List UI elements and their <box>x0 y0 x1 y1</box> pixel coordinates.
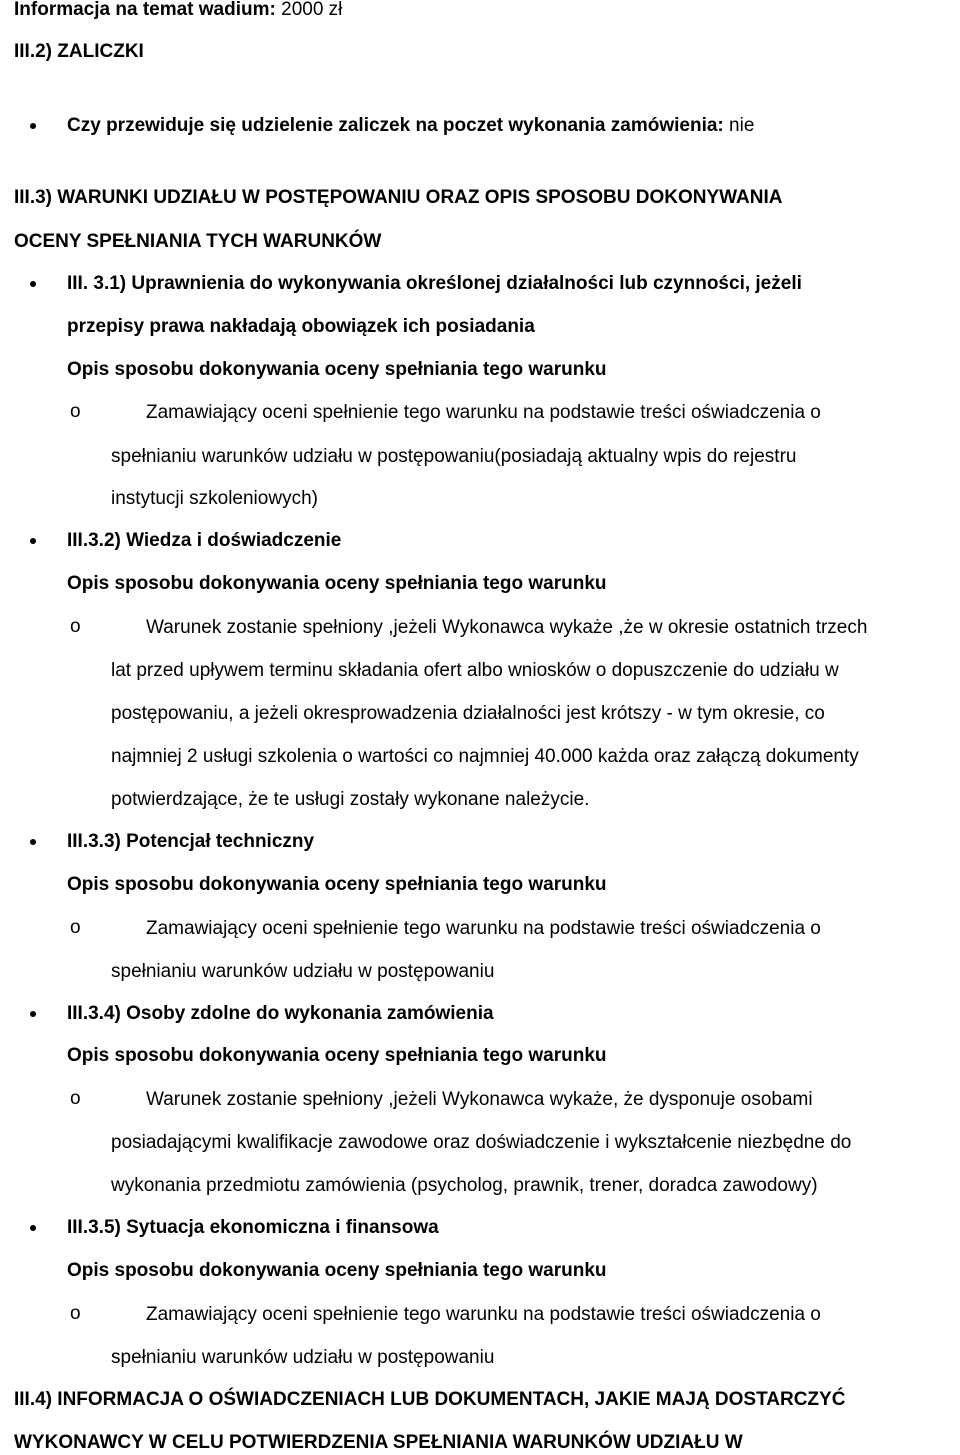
condition-3-5-text-2: spełnianiu warunków udziału w postępowaniu <box>111 1347 495 1368</box>
condition-3-2-text-3: postępowaniu, a jeżeli okresprowadzenia działalności jest krótszy - w tym okresie, co <box>111 703 825 724</box>
circle-bullet: o <box>70 1088 81 1109</box>
wadium-label: Informacja na temat wadium: <box>14 0 276 20</box>
condition-3-1-text-1: Zamawiający oceni spełnienie tego warunku na podstawie treści oświadczenia o <box>146 402 821 423</box>
condition-3-2-text-4: najmniej 2 usługi szkolenia o wartości co najmniej 40.000 każda oraz załączą dokumenty <box>111 746 859 767</box>
condition-3-1-title-1: III. 3.1) Uprawnienia do wykonywania określonej działalności lub czynności, jeżeli <box>67 273 802 294</box>
circle-bullet: o <box>70 616 81 637</box>
condition-3-2-text-2: lat przed upływem terminu składania ofert albo wniosków o dopuszczenie do udziału w <box>111 660 839 681</box>
bullet-dot <box>30 538 36 544</box>
condition-3-4-text-2: posiadającymi kwalifikacje zawodowe oraz doświadczenie i wykształcenie niezbędne do <box>111 1132 852 1153</box>
condition-3-2-text-1: Warunek zostanie spełniony ,jeżeli Wykonawca wykaże ,że w okresie ostatnich trzech <box>146 617 868 638</box>
condition-3-4-text-1: Warunek zostanie spełniony ,jeżeli Wykonawca wykaże, że dysponuje osobami <box>146 1089 813 1110</box>
section-heading-oswiadczenia-1: III.4) INFORMACJA O OŚWIADCZENIACH LUB DOKUMENTACH, JAKIE MAJĄ DOSTARCZYĆ <box>14 1389 846 1410</box>
circle-bullet: o <box>70 917 81 938</box>
condition-3-2-text-5: potwierdzające, że te usługi zostały wykonane należycie. <box>111 789 590 810</box>
wadium-line <box>14 0 342 22</box>
zaliczki-question-line <box>67 114 754 138</box>
opis-label: Opis sposobu dokonywania oceny spełniania tego warunku <box>67 1260 607 1281</box>
condition-3-4-title: III.3.4) Osoby zdolne do wykonania zamówienia <box>67 1003 494 1024</box>
bullet-dot <box>30 839 36 845</box>
opis-label: Opis sposobu dokonywania oceny spełniania tego warunku <box>67 573 607 594</box>
zaliczki-answer: nie <box>723 115 755 136</box>
condition-3-3-text-2: spełnianiu warunków udziału w postępowaniu <box>111 961 495 982</box>
bullet-dot <box>30 1225 36 1231</box>
bullet-dot <box>30 1011 36 1017</box>
condition-3-4-text-3: wykonania przedmiotu zamówienia (psycholog, prawnik, trener, doradca zawodowy) <box>111 1175 818 1196</box>
section-heading-zaliczki: III.2) ZALICZKI <box>14 41 144 62</box>
section-heading-oswiadczenia-2: WYKONAWCY W CELU POTWIERDZENIA SPEŁNIANIA WARUNKÓW UDZIAŁU W <box>14 1432 743 1453</box>
condition-3-1-title-2: przepisy prawa nakładają obowiązek ich posiadania <box>67 316 535 337</box>
bullet-dot <box>30 123 36 129</box>
section-heading-warunki-2: OCENY SPEŁNIANIA TYCH WARUNKÓW <box>14 231 382 252</box>
condition-3-3-title: III.3.3) Potencjał techniczny <box>67 831 315 852</box>
circle-bullet: o <box>70 1303 81 1324</box>
condition-3-5-text-1: Zamawiający oceni spełnienie tego warunku na podstawie treści oświadczenia o <box>146 1304 821 1325</box>
zaliczki-question: Czy przewiduje się udzielenie zaliczek na poczet wykonania zamówienia: <box>67 115 724 136</box>
opis-label: Opis sposobu dokonywania oceny spełniania tego warunku <box>67 1045 607 1066</box>
condition-3-5-title: III.3.5) Sytuacja ekonomiczna i finansowa <box>67 1217 439 1238</box>
bullet-dot <box>30 281 36 287</box>
condition-3-1-text-2: spełnianiu warunków udziału w postępowaniu(posiadają aktualny wpis do rejestru <box>111 446 797 467</box>
condition-3-2-title: III.3.2) Wiedza i doświadczenie <box>67 530 342 551</box>
wadium-value: 2000 zł <box>275 0 343 20</box>
circle-bullet: o <box>70 401 81 422</box>
opis-label: Opis sposobu dokonywania oceny spełniania tego warunku <box>67 359 607 380</box>
condition-3-3-text-1: Zamawiający oceni spełnienie tego warunku na podstawie treści oświadczenia o <box>146 918 821 939</box>
opis-label: Opis sposobu dokonywania oceny spełniania tego warunku <box>67 874 607 895</box>
section-heading-warunki-1: III.3) WARUNKI UDZIAŁU W POSTĘPOWANIU ORAZ OPIS SPOSOBU DOKONYWANIA <box>14 187 783 208</box>
condition-3-1-text-3: instytucji szkoleniowych) <box>111 488 318 509</box>
